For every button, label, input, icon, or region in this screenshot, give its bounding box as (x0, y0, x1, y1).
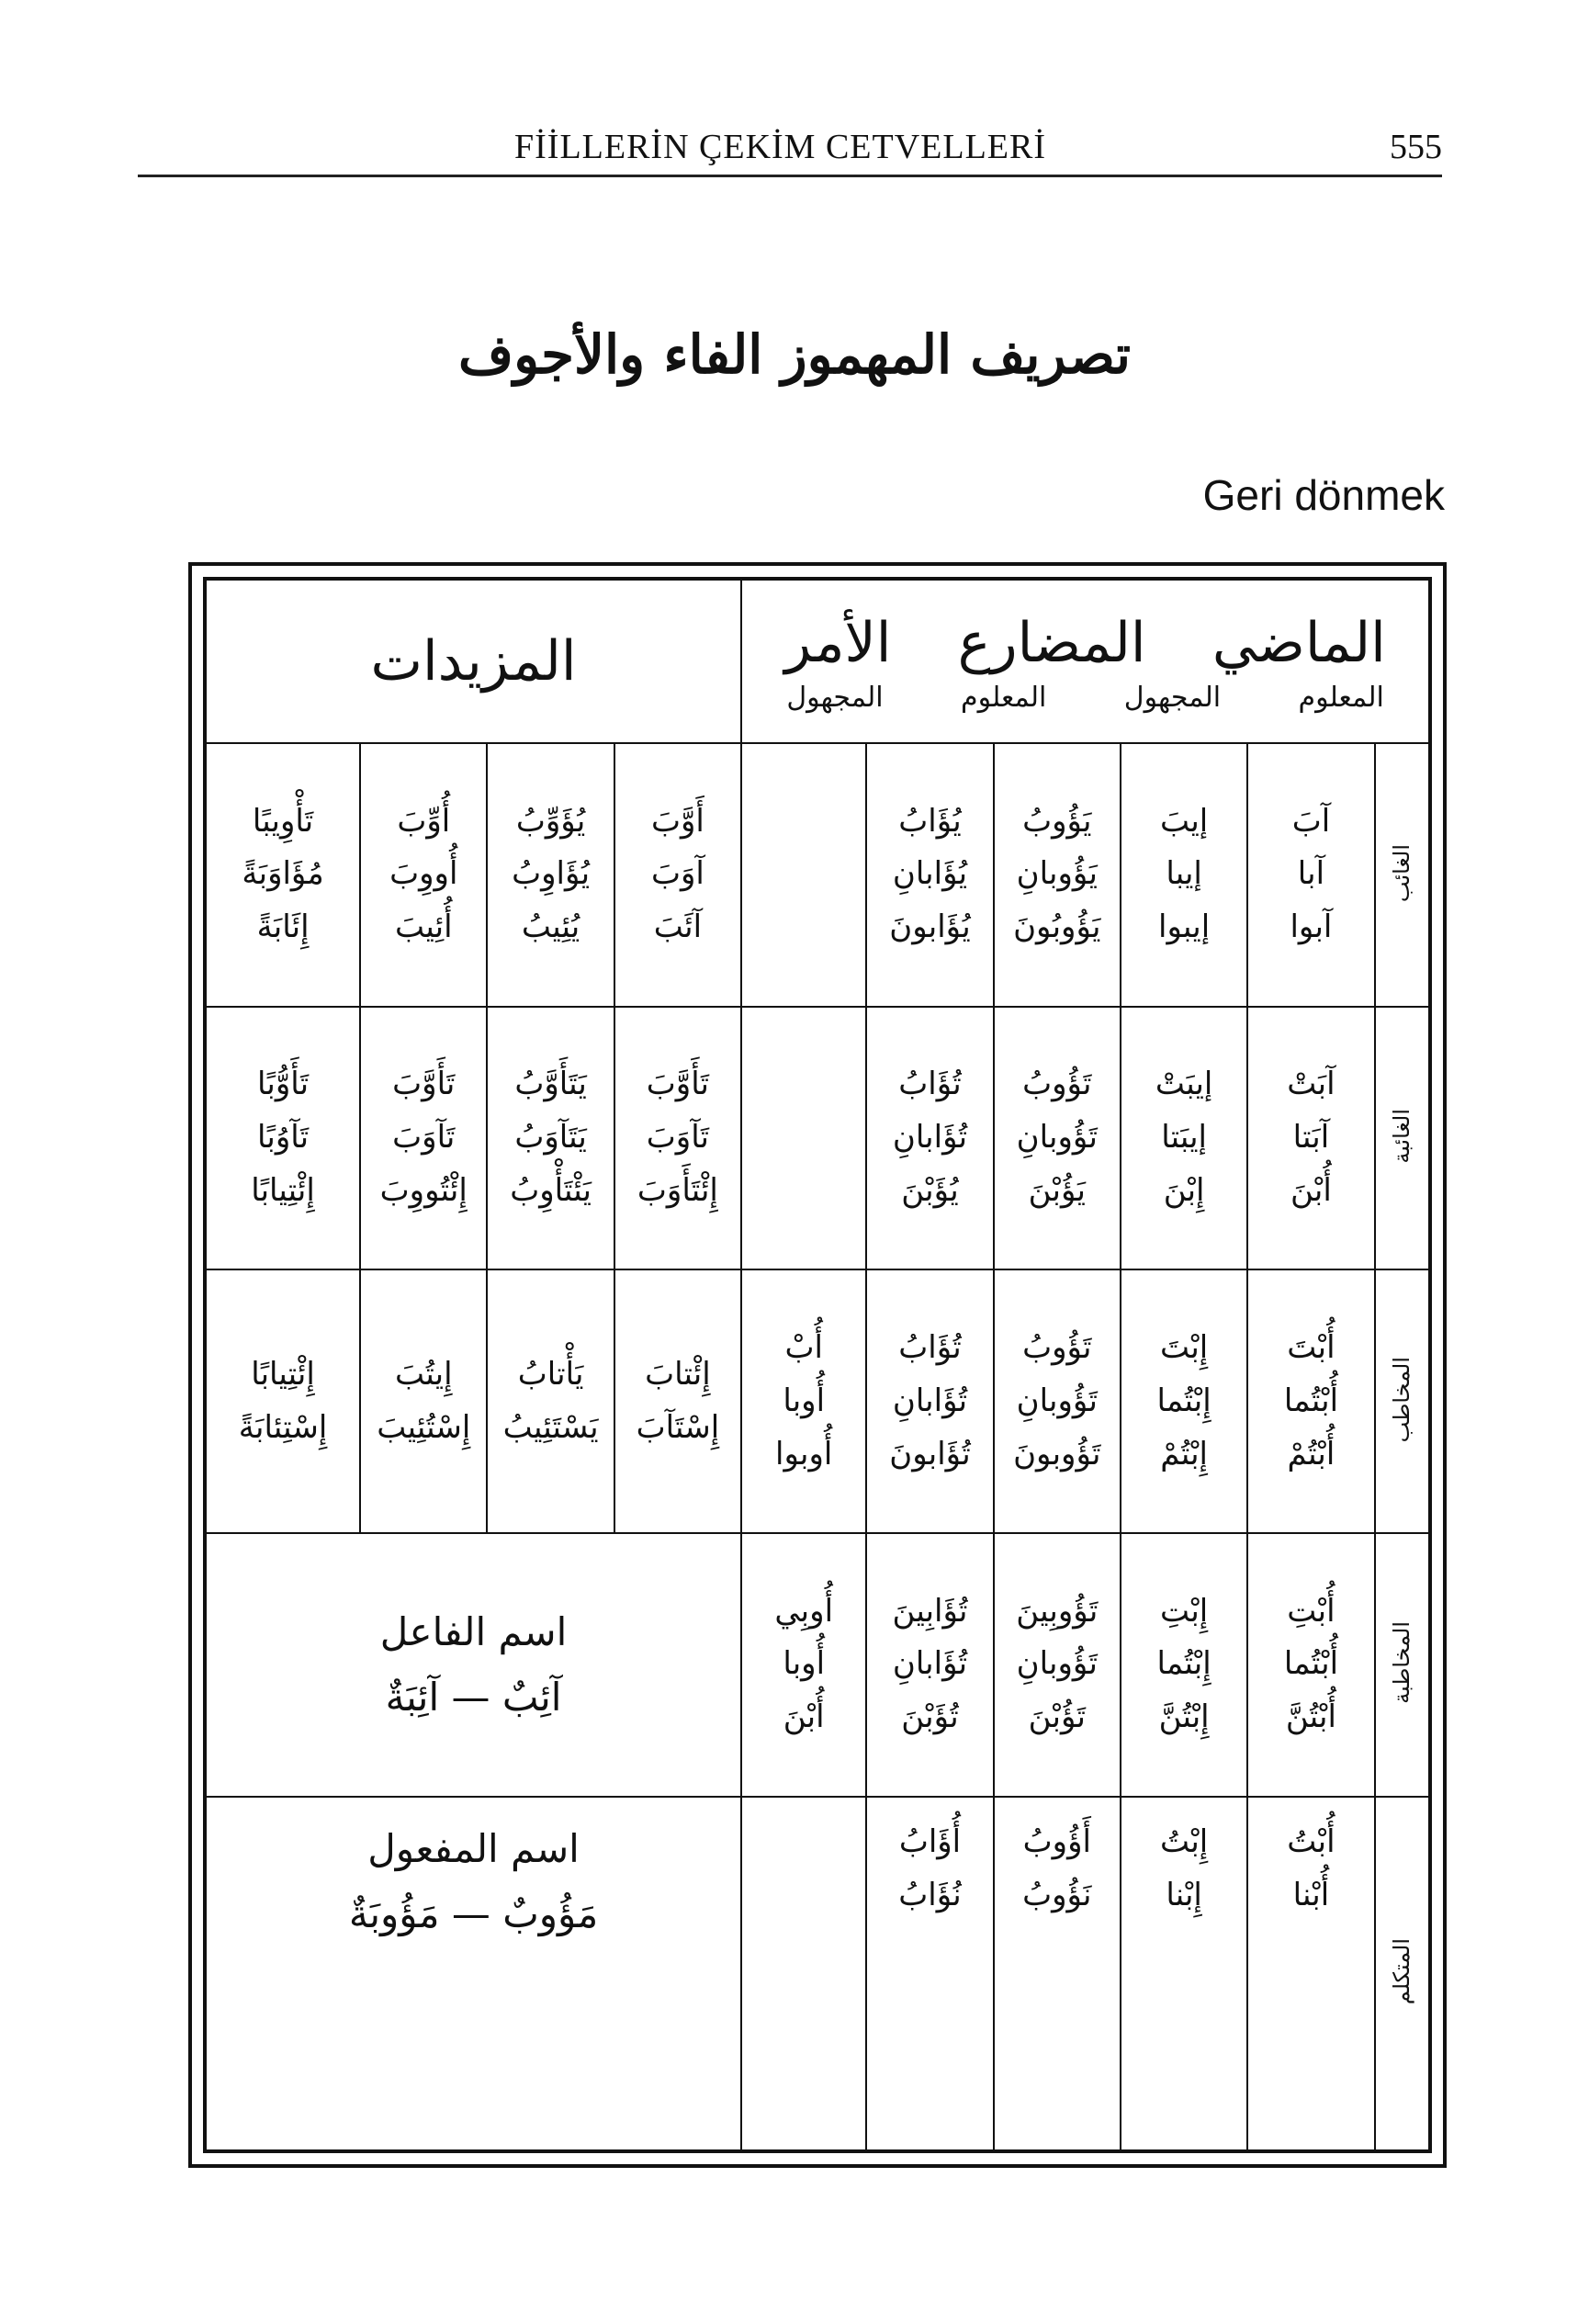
madi-majhul-cell: إيبَ إيبا إيبوا (1121, 743, 1247, 1007)
verb-meaning: Geri dönmek (1202, 471, 1445, 519)
mudari-malum-cell: يَؤُوبُ يَؤُوبانِ يَؤُوبُونَ (994, 743, 1121, 1007)
mudari-majhul-cell: أُؤَابُ نُؤَابُ (866, 1797, 993, 2150)
mudari-malum-cell: تَؤُوبِينَ تَؤُوبانِ تَؤُبْنَ (994, 1533, 1121, 1797)
madi-majhul-cell: إيبَتْ إيبَتا إِبْنَ (1121, 1007, 1247, 1270)
ism-fail-label: اسم الفاعل (379, 1608, 568, 1654)
conjugation-table-inner (203, 577, 1432, 2153)
mazid-cell: أَوَّبَ آوَبَ آئَبَ (614, 743, 741, 1007)
page-title: تصريف المهموز الفاء والأجوف (458, 323, 1131, 386)
mudari-majhul-cell: تُؤَابُ تُؤَابانِ يُؤَبْنَ (866, 1007, 993, 1270)
conjugation-table (205, 579, 1430, 2151)
mudari-malum-cell: تَؤُوبُ تَؤُوبانِ يَؤُبْنَ (994, 1007, 1121, 1270)
running-title: FİİLLERİN ÇEKİM CETVELLERİ (514, 128, 1047, 166)
row-mutakallim (206, 1797, 1429, 2150)
conjugation-table-frame (188, 562, 1447, 2168)
mazid-cell: يُؤَوِّبُ يُؤَاوِبُ يُئِيبُ (487, 743, 614, 1007)
madi-majhul-cell: إِبْتَ إِبْتُما إِبْتُمْ (1121, 1269, 1247, 1533)
mazid-cell: يَتَأَوَّبُ يَتَآوَبُ يَئْتَأْوِبُ (487, 1007, 614, 1270)
sub-header-mudari-majhul: المجهول (786, 681, 884, 714)
person-label: الغائبة (1375, 1007, 1429, 1270)
mudari-majhul-cell: يُؤَابُ يُؤَابانِ يُؤَابونَ (866, 743, 993, 1007)
amr-cell (741, 1797, 866, 2150)
header-mazid: المزيدات (206, 580, 741, 743)
amr-cell: أُوبِي أُوبا أُبْنَ (741, 1533, 866, 1797)
page-number: 555 (1390, 128, 1442, 166)
madi-malum-cell: أُبْتِ أُبْتُما أُبْتُنَّ (1247, 1533, 1374, 1797)
person-label: المخاطب (1375, 1269, 1429, 1533)
mazid-cell: تَأَوُّبًا تَآوُبًا إِئْتِيابًا (206, 1007, 360, 1270)
mazid-cell: تَأْوِيبًا مُؤَاوَبَةً إِئَابَةً (206, 743, 360, 1007)
amr-cell (741, 743, 866, 1007)
sub-header-madi-majhul: المجهول (1123, 681, 1222, 714)
header-row (206, 580, 1429, 743)
sub-header-madi-malum: المعلوم (1298, 681, 1384, 714)
mazid-cell: تَأَوَّبَ تَآوَبَ إِئْتَأَوَبَ (614, 1007, 741, 1270)
amr-cell (741, 1007, 866, 1270)
mudari-malum-cell: أَؤُوبُ نَؤُوبُ (994, 1797, 1121, 2150)
mudari-malum-cell: تَؤُوبُ تَؤُوبانِ تَؤُوبونَ (994, 1269, 1121, 1533)
header-mudari: المضارع (957, 610, 1146, 675)
mudari-majhul-cell: تُؤَابُ تُؤَابانِ تُؤَابونَ (866, 1269, 993, 1533)
header-madi: الماضي (1211, 610, 1386, 675)
header-madi-mudari-amr (741, 580, 1429, 743)
row-mukhataba (206, 1533, 1429, 1797)
ism-maful-cell (206, 1797, 741, 2150)
row-ghaib (206, 743, 1429, 1007)
mudari-majhul-cell: تُؤَابِينَ تُؤَابانِ تُؤَبْنَ (866, 1533, 993, 1797)
madi-malum-cell: أُبْتَ أُبْتُما أُبْتُمْ (1247, 1269, 1374, 1533)
madi-malum-cell: آبَتْ آبَتا أُبْنَ (1247, 1007, 1374, 1270)
running-head (138, 121, 1442, 177)
madi-majhul-cell: إِبْتِ إِبْتُما إِبْتُنَّ (1121, 1533, 1247, 1797)
mazid-cell: أُوِّبَ أُووِبَ أُئِيبَ (360, 743, 487, 1007)
mazid-cell: تَأَوَّبَ تَآوَبَ إِئْتُووِبَ (360, 1007, 487, 1270)
ism-fail-cell (206, 1533, 741, 1797)
mazid-cell: إِئْتابَ إِسْتَآبَ (614, 1269, 741, 1533)
ism-fail-value: آئِبٌ — آئِبَةٌ (385, 1675, 562, 1720)
person-label: المتكلم (1375, 1797, 1429, 2150)
madi-malum-cell: آبَ آبا آبوا (1247, 743, 1374, 1007)
person-label: الغائب (1375, 743, 1429, 1007)
sub-header-mudari-malum: المعلوم (961, 681, 1047, 714)
row-ghaiba (206, 1007, 1429, 1270)
mazid-cell: يَأْتابُ يَسْتَئِيبُ (487, 1269, 614, 1533)
mazid-cell: إِئْتِيابًا إِسْتِئابَةً (206, 1269, 360, 1533)
madi-malum-cell: أُبْتُ أُبْنا (1247, 1797, 1374, 2150)
mazid-cell: إِيتُبَ إِسْتُئِيبَ (360, 1269, 487, 1533)
ism-maful-value: مَؤُوبٌ — مَؤُوبَةٌ (348, 1891, 599, 1937)
header-amr: الأمر (784, 610, 892, 675)
amr-cell: أُبْ أُوبا أُوبوا (741, 1269, 866, 1533)
person-label: المخاطبة (1375, 1533, 1429, 1797)
ism-maful-label: اسم المفعول (367, 1825, 580, 1871)
row-mukhatab (206, 1269, 1429, 1533)
madi-majhul-cell: إِبْتُ إِبْنا (1121, 1797, 1247, 2150)
